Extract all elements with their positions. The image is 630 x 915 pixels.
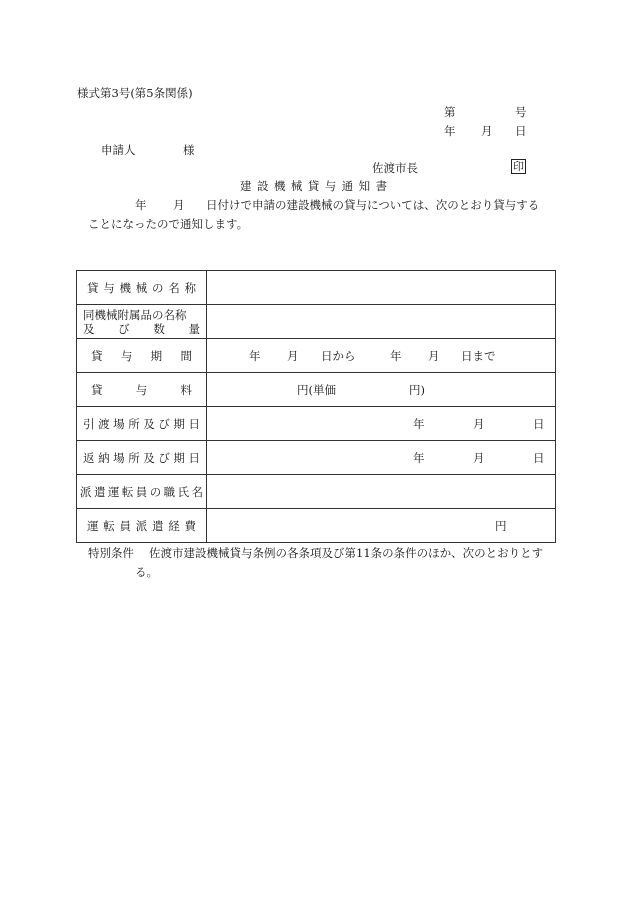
special-line2: る。: [135, 565, 158, 579]
label-char: 与: [103, 280, 115, 295]
label-char: 械: [135, 280, 148, 295]
label-char: 数: [153, 321, 165, 336]
label-char: 与: [135, 382, 148, 397]
label-text: [83, 382, 200, 398]
value-operator: [207, 475, 556, 509]
date-year: 年: [444, 124, 456, 138]
label-char: 所: [128, 450, 140, 465]
label-char: 貸: [91, 382, 103, 397]
delivery-year: 年: [413, 416, 425, 431]
label-char: 遣: [93, 484, 106, 499]
label-char: 料: [180, 382, 192, 397]
label-char: 運: [87, 518, 99, 533]
label-char: 氏: [177, 484, 190, 499]
value-loan-period: [207, 339, 556, 373]
label-char: 職: [163, 484, 176, 499]
label-char: 渡: [98, 416, 110, 431]
expense-yen: 円: [495, 518, 507, 533]
label-char: 名: [191, 484, 203, 499]
label-operator: [77, 475, 207, 509]
title-char: 通: [341, 179, 354, 193]
label-text: [83, 280, 200, 296]
label-char: 日: [188, 450, 200, 465]
delivery-day: 日: [533, 416, 545, 431]
label-return: [77, 441, 207, 475]
from-month: 月: [287, 348, 299, 363]
value-delivery: [207, 407, 556, 441]
label-char: 返: [83, 450, 95, 465]
seal-mark: [511, 159, 526, 174]
title-char: 建: [240, 179, 252, 193]
table-row: [77, 373, 556, 407]
label-char: 所: [128, 416, 140, 431]
label-char: 場: [113, 416, 125, 431]
label-char: 称: [184, 280, 196, 295]
label-char: 期: [173, 450, 185, 465]
delivery-month: 月: [473, 416, 485, 431]
from-year: 年: [249, 348, 261, 363]
to-month: 月: [428, 348, 440, 363]
to-year: 年: [390, 348, 402, 363]
label-char: 貸: [87, 280, 99, 295]
title-char: 設: [256, 179, 269, 193]
form-number: 様式第3号(第5条関係): [77, 86, 193, 100]
label-line2: [83, 322, 200, 336]
title-char: 械: [290, 179, 303, 193]
label-loan-period: [77, 339, 207, 373]
label-char: 運: [107, 484, 120, 499]
label-text: [80, 484, 203, 500]
label-text: [83, 416, 200, 432]
doc-number-suffix: 号: [515, 105, 527, 119]
label-char: 与: [120, 348, 133, 363]
label-accessories: [77, 305, 207, 339]
loan-details-table: [76, 270, 556, 543]
label-delivery: [77, 407, 207, 441]
return-month: 月: [473, 450, 485, 465]
label-char: の: [152, 280, 164, 295]
label-line1: 同機械附属品の名称: [83, 307, 187, 322]
title-char: 書: [375, 179, 387, 193]
body-line2: ことになったので通知します。: [88, 217, 249, 231]
label-char: 期: [150, 348, 163, 363]
label-char: 貸: [91, 348, 103, 363]
label-text: [83, 450, 200, 466]
table-row: [77, 475, 556, 509]
label-char: 引: [83, 416, 95, 431]
value-loan-fee: [207, 373, 556, 407]
document-title: [240, 178, 387, 194]
table-row: [77, 441, 556, 475]
doc-number-prefix: 第: [444, 105, 456, 119]
label-char: 費: [184, 518, 196, 533]
date-month: 月: [481, 124, 493, 138]
label-char: 量: [188, 321, 200, 336]
applicant-label: 申請人: [101, 143, 136, 157]
label-machine-name: [77, 271, 207, 305]
label-char: 期: [173, 416, 185, 431]
body-month: 月: [173, 198, 185, 212]
label-char: 日: [188, 416, 200, 431]
table-row: [77, 271, 556, 305]
issuer-name: 佐渡市長: [372, 161, 418, 175]
fee-yen: 円(単価: [297, 382, 336, 397]
from-day: 日から: [321, 348, 356, 363]
label-char: び: [118, 321, 130, 336]
label-char: 及: [83, 321, 95, 336]
label-char: 派: [135, 518, 148, 533]
table-row: [77, 407, 556, 441]
label-char: 員: [119, 518, 131, 533]
label-loan-fee: [77, 373, 207, 407]
table-row: [77, 509, 556, 543]
label-char: 転: [121, 484, 134, 499]
fee-yen-close: 円): [409, 382, 425, 397]
label-char: 転: [103, 518, 115, 533]
seal-text: 印: [513, 160, 524, 173]
label-char: 及: [143, 416, 155, 431]
return-day: 日: [533, 450, 545, 465]
label-char: 員: [135, 484, 148, 499]
label-char: 間: [180, 348, 192, 363]
return-year: 年: [413, 450, 425, 465]
label-char: 機: [119, 280, 131, 295]
value-accessories: [207, 305, 556, 339]
date-day: 日: [515, 124, 527, 138]
label-char: 遣: [152, 518, 164, 533]
body-year: 年: [135, 198, 147, 212]
label-operator-expense: [77, 509, 207, 543]
value-return: [207, 441, 556, 475]
label-text: [83, 518, 200, 534]
honorific: 様: [183, 143, 195, 157]
to-day: 日まで: [461, 348, 496, 363]
title-char: 知: [358, 179, 371, 193]
label-text: [83, 348, 200, 364]
table-row: [77, 305, 556, 339]
table-row: [77, 339, 556, 373]
label-char: 及: [143, 450, 155, 465]
label-char: 場: [113, 450, 125, 465]
label-char: 納: [98, 450, 110, 465]
label-char: の: [149, 484, 162, 499]
title-char: 与: [324, 179, 337, 193]
title-char: 機: [273, 179, 286, 193]
label-char: び: [158, 450, 170, 465]
special-heading: 特別条件: [88, 546, 134, 560]
label-char: 派: [80, 484, 92, 499]
label-char: 名: [168, 280, 180, 295]
label-char: び: [158, 416, 170, 431]
value-operator-expense: [207, 509, 556, 543]
special-line1: 佐渡市建設機械貸与条例の各条項及び第11条の条件のほか、次のとおりとす: [149, 546, 544, 560]
label-char: 経: [168, 518, 180, 533]
value-machine-name: [207, 271, 556, 305]
body-line1: 日付けで申請の建設機械の貸与については、次のとおり貸与する: [206, 198, 540, 212]
title-char: 貸: [307, 179, 320, 193]
